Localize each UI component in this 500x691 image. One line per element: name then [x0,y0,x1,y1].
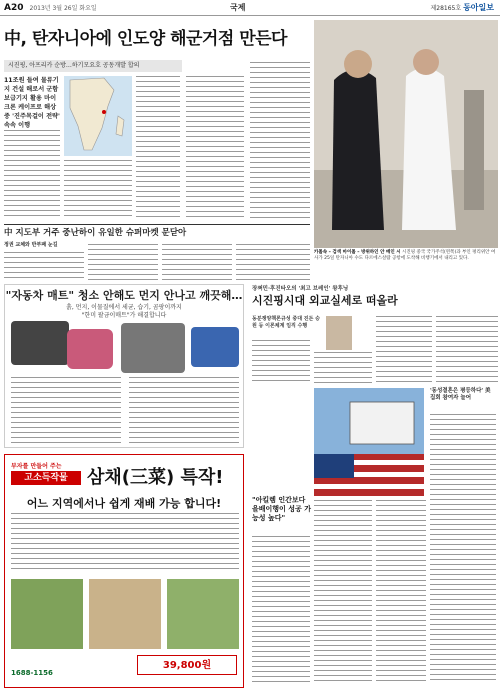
article3-headline: 시진핑시대 외교실세로 떠올라 [252,294,398,307]
article1-body-col0 [4,130,60,220]
article2-body-col1 [4,252,84,280]
article3-body-col2 [314,352,372,384]
ad2-red-label: 고소득작물 [11,471,81,485]
photo1-caption-text: 시진핑 중국 국가주석(왼쪽)과 부인 펑리위안 여사가 25일 탄자니아 수도 다르에스살람 공항에 도착해 비행기에서 내리고 있다. [314,250,496,261]
article2-subhead: 정권 교체와 반부패 눈길 [4,242,58,248]
article1-lead: 11조원 들여 물류기지 건설 해로서 군함보급기지 활용 마이크론 케이프로 해상 중 '진주목걸이 전략' 속속 이행 [4,77,60,129]
article2-headline: 中 지도부 거주 중난하이 유일한 슈퍼마켓 문닫아 [4,224,310,240]
photo1-caption-bold: 카톨속 – 검색 마이톨 – 방위하인 안 메인 시 [314,250,401,255]
ad1-line2: 흙, 먼지, 이물질에서 세균, 습기, 곰팡이까지 [66,304,182,311]
article1-body-colmap [64,160,132,220]
article1-headline: 中, 탄자니아에 인도양 해군거점 만든다 [4,29,287,49]
car-mat-image [121,323,185,373]
article3-kicker: 장쩌민·후진타오의 '최고 브레인' 왕후닝 [252,286,349,292]
ad1-body [129,377,239,443]
sidebar-title: '동성결혼은 평등하다' 美 집회 참여자 늘어 [430,388,491,401]
article2-body-col3 [162,244,232,280]
article4-headline: "아킬렘 인간보다 을배이행이 성공 가능성 높다" [252,496,311,522]
article1-subhead: 시진핑, 아프리카 순방…하기모요호 공동개발 합의 [4,60,182,72]
ad1-line3: "한미 팔금이매트"가 해결합니다 [81,312,167,319]
ad2-phone: 1688-1156 [11,669,53,677]
article1-body-col2 [186,76,244,220]
photo1-caption [314,250,498,276]
page-number: A20 [4,2,24,13]
masthead [0,0,500,16]
sidebar-body [430,414,496,684]
issue-date: 2013년 3월 26일 화요일 [29,5,97,12]
samchae-advertisement [4,454,244,688]
wang-huning-portrait [326,316,352,350]
article1-body-col3 [250,62,310,220]
ad2-small: 부자를 만들어 주는 [11,463,62,470]
ad2-body [11,513,239,573]
car-mat-image [191,327,239,367]
article3-byline: 동분쟁양책론규성 중대 진돈 승원 등 이론체계 임직 수행 [252,316,321,329]
article4-body-col2 [314,500,372,684]
plant-photos [11,579,239,649]
car-mat-advertisement [4,284,244,448]
article2-body-col2 [88,244,158,280]
article2-body-col4 [236,244,310,280]
ad1-title: "자동차 매트" 청소 안해도 먼지 안나고 깨끗해… [5,289,243,302]
paper-name [430,2,494,13]
paper-logo: 동아일보 [463,3,494,12]
article1-body-col1 [136,76,180,220]
section-name: 국제 [230,3,246,12]
equal-rights-rally-photo [314,388,424,496]
ad2-big-title: 삼채(三菜) 특작! [87,467,224,488]
article4-body-col3 [376,500,426,684]
car-mat-image [11,321,69,365]
ad2-price: 39,800원 [137,655,237,675]
ad2-subtitle: 어느 지역에서나 쉽게 재배 가능 합니다! [26,497,222,510]
xi-jinping-arrival-photo [314,20,498,248]
article4-body-col1 [252,536,310,684]
article3-body-col4 [436,316,498,384]
article3-body-col1 [252,340,310,384]
car-mat-image [67,329,113,369]
issue-number: 제28165호 [430,5,462,12]
ad1-body [11,377,121,443]
africa-map [64,76,132,156]
article3-body-col3 [376,316,432,384]
